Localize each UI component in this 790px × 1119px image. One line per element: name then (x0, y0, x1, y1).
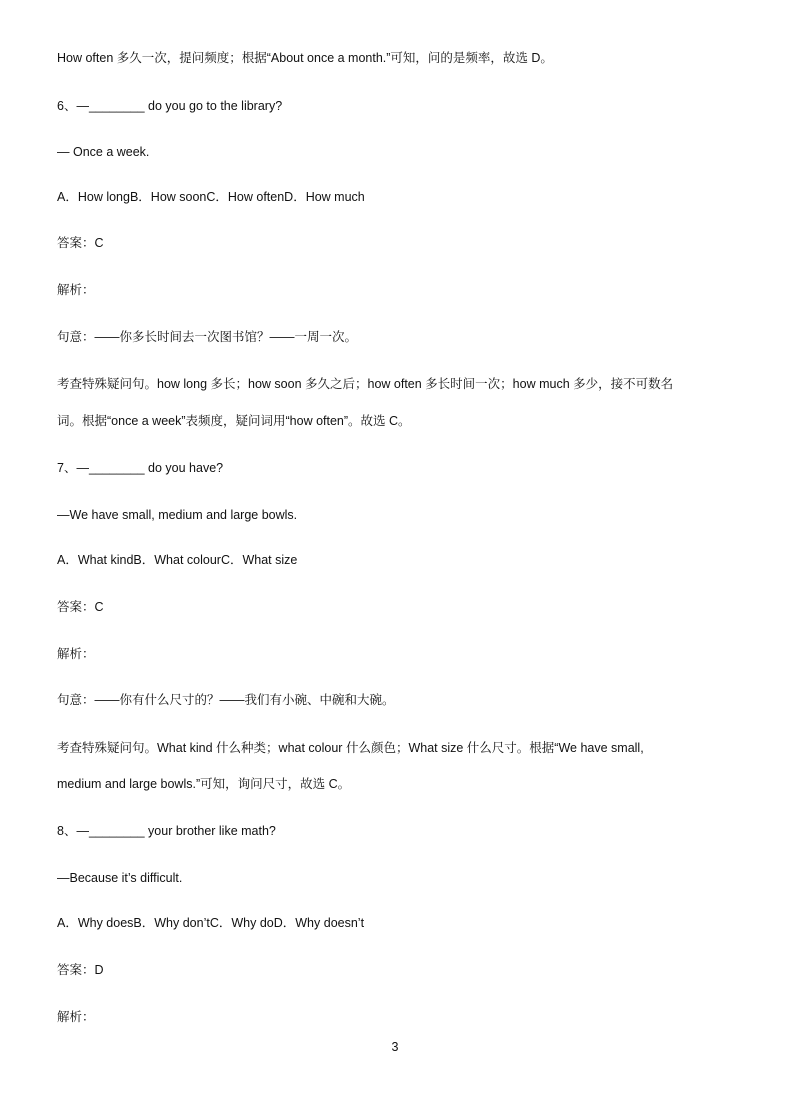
question-8-analysis-label: 解析： (57, 1010, 95, 1024)
page-number: 3 (391, 1040, 399, 1054)
question-6-prompt: 6、—________ do you go to the library? (57, 99, 283, 113)
question-8-prompt: 8、—________ your brother like math? (57, 824, 276, 838)
question-7-analysis-label: 解析： (57, 647, 95, 661)
question-6-meaning: 句意：——你多长时间去一次图书馆？——一周一次。 (57, 330, 358, 344)
question-8-answer: 答案：D (57, 963, 104, 977)
question-8-options: A．Why doesB．Why don’tC．Why doD．Why doesn’t (57, 916, 365, 930)
explanation-line-q5: How often 多久一次，提问频度；根据“About once a month.”可知，问的是频率，故选 D。 (57, 51, 553, 65)
question-7-prompt: 7、—________ do you have? (57, 461, 224, 475)
question-8-reply: —Because it’s difficult. (57, 871, 183, 885)
question-6-explanation-line-1: 考查特殊疑问句。how long 多长；how soon 多久之后；how often 多长时间一次；how much 多少，接不可数名 (57, 377, 674, 391)
question-7-answer: 答案：C (57, 600, 104, 614)
question-7-options: A．What kindB．What colourC．What size (57, 553, 298, 567)
question-6-reply: — Once a week. (57, 145, 150, 159)
question-7-reply: —We have small, medium and large bowls. (57, 508, 298, 522)
question-7-meaning: 句意：——你有什么尺寸的？——我们有小碗、中碗和大碗。 (57, 693, 395, 707)
question-6-explanation-line-2: 词。根据“once a week”表频度，疑问词用“how often”。故选 C。 (57, 414, 411, 428)
question-7-explanation-line-2: medium and large bowls.”可知，询问尺寸，故选 C。 (57, 777, 351, 791)
question-6-analysis-label: 解析： (57, 283, 95, 297)
question-7-explanation-line-1: 考查特殊疑问句。What kind 什么种类；what colour 什么颜色；What size 什么尺寸。根据“We have small, (57, 741, 644, 755)
question-6-answer: 答案：C (57, 236, 104, 250)
question-6-options: A．How longB．How soonC．How oftenD．How much (57, 190, 365, 204)
